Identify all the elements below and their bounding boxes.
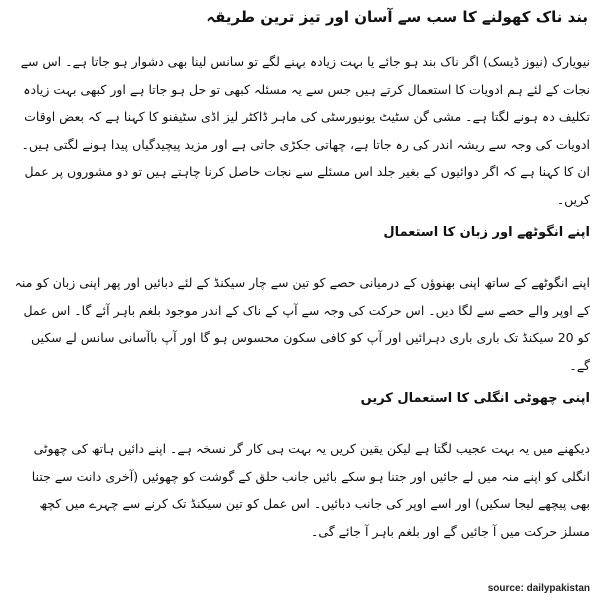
intro-paragraph: نیویارک (نیوز ڈیسک) اگر ناک بند ہو جائے یا بہت زیادہ بہنے لگے تو سانس لینا بھی دشوار ہو جاتا ہے۔ اس سے نجات کے لئے ہم ادویات کا استعمال کرتے ہیں جس سے یہ مسئلہ کبھی تو حل ہو جاتا ہے اور کبھی بہت زیادہ تکلیف دہ ہونے لگتا ہے۔ مشی گن سٹیٹ یونیورسٹی کی ماہر ڈاکٹر لیز اڈی سٹیفنو کا کہنا ہے کہ بعض اوقات ادویات کی وجہ سے ریشہ اندر کی رہ جاتا ہے، چھاتی جکڑی جاتی ہے اور مزید پیچیدگیاں پیدا ہونے لگتی ہیں۔ ان کا کہنا ہے کہ اگر دوائیوں کے بغیر جلد اس مسئلے سے نجات حاصل کرنا چاہتے ہیں تو دو مشوروں پر عمل کریں۔ (20, 54, 590, 207)
section-heading-thumb-tongue: اپنے انگوٹھے اور زبان کا استعمال (383, 225, 590, 240)
article (10, 4, 590, 580)
source-credit: source: dailypakistan (487, 583, 590, 594)
section-body-little-finger: دیکھنے میں یہ بہت عجیب لگتا ہے لیکن یقین کریں یہ بہت ہی کار گر نسخہ ہے۔ اپنے دائیں ہاتھ کی چھوٹی انگلی کو اپنے منہ میں لے جائیں اور جتنا ہو سکے بائیں جانب حلق کے گوشت کو چھوئیں (آخری دانت سے جتنا بھی پیچھے لیجا سکیں) اور اسے اوپر کی جانب دبائیں۔ اس عمل کو تین سیکنڈ تک کرنے سے چہرے میں کچھ مسلز حرکت میں آ جائیں گے اور بلغم باہر آ جائے گی۔ (31, 441, 590, 539)
article-title: بند ناک کھولنے کا سب سے آسان اور تیز ترین طریقہ (206, 8, 588, 26)
section-heading-little-finger: اپنی چھوٹی انگلی کا استعمال کریں (360, 391, 590, 406)
section-body-thumb-tongue: اپنے انگوٹھے کے ساتھ اپنی بھنوؤں کے درمیانی حصے کو تین سے چار سیکنڈ کے لئے دبائیں اور پھر اپنی زبان کو منہ کے اوپر والے حصے سے لگا دیں۔ اس حرکت کی وجہ سے آپ کے ناک کے اندر موجود بلغم باہر آئے گا۔ اس عمل کو 20 سیکنڈ تک باری باری دہرائیں اور آپ کو کافی سکون محسوس ہو گا اور آپ باآسانی سانس لے سکیں گے۔ (14, 275, 590, 373)
